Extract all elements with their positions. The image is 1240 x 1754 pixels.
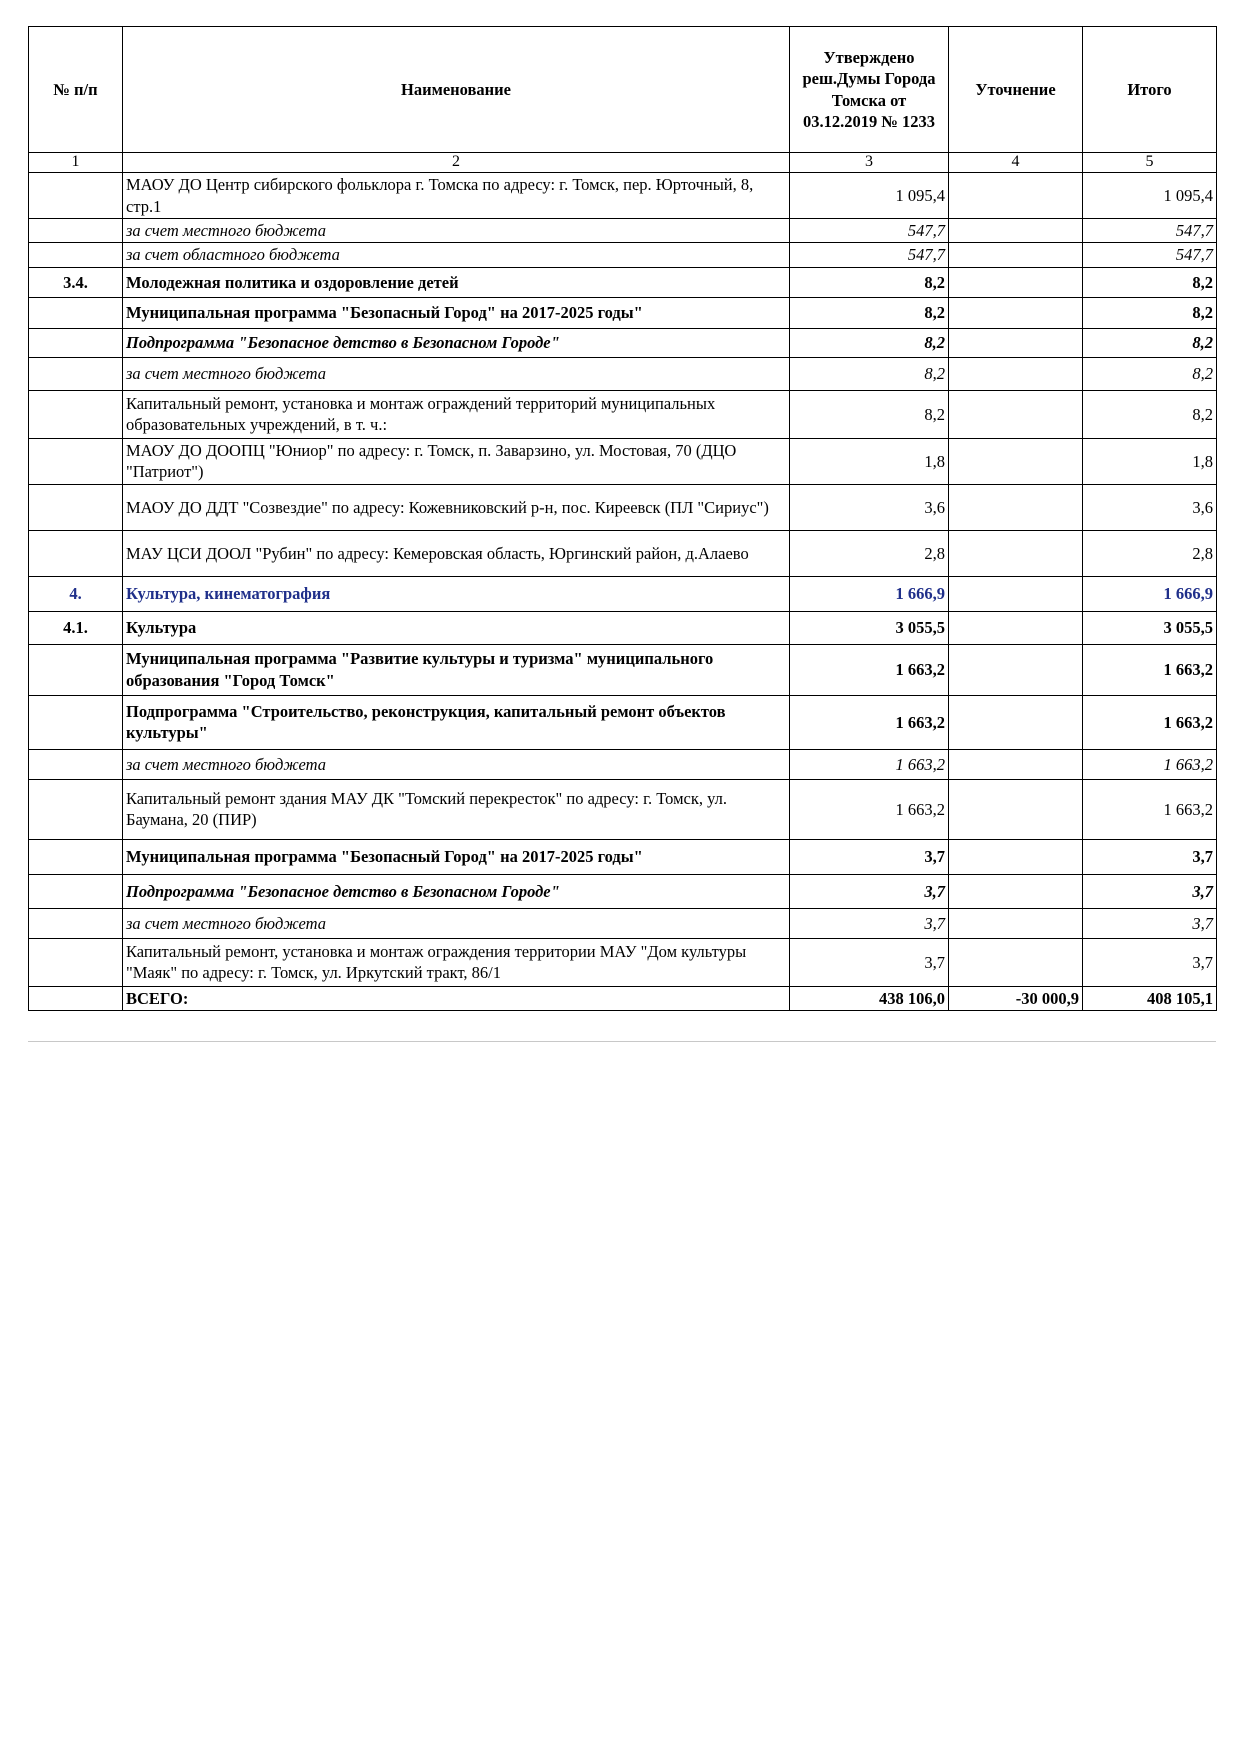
row-num	[29, 938, 123, 986]
row-approved: 8,2	[790, 357, 949, 390]
table-row	[29, 297, 1217, 328]
row-num	[29, 357, 123, 390]
table-row	[29, 243, 1217, 267]
row-change	[949, 328, 1083, 357]
table-row	[29, 908, 1217, 938]
row-num	[29, 695, 123, 749]
row-change	[949, 484, 1083, 530]
row-total: 1 663,2	[1083, 695, 1217, 749]
row-approved: 3,7	[790, 874, 949, 908]
row-num	[29, 438, 123, 484]
column-number: 2	[123, 153, 790, 173]
row-name: МАОУ ДО ДООПЦ "Юниор" по адресу: г. Томск, п. Заварзино, ул. Мостовая, 70 (ДЦО "Патриот")	[123, 438, 790, 484]
row-total: 1 663,2	[1083, 749, 1217, 779]
row-total: 3,7	[1083, 874, 1217, 908]
row-total: 8,2	[1083, 328, 1217, 357]
column-number: 3	[790, 153, 949, 173]
row-num	[29, 779, 123, 839]
table-row	[29, 611, 1217, 644]
total-row	[29, 986, 1217, 1010]
row-approved: 1,8	[790, 438, 949, 484]
row-num: 4.	[29, 576, 123, 611]
table-row	[29, 695, 1217, 749]
row-name: МАУ ЦСИ ДООЛ "Рубин" по адресу: Кемеровская область, Юргинский район, д.Алаево	[123, 530, 790, 576]
row-name: за счет областного бюджета	[123, 243, 790, 267]
row-name: ВСЕГО:	[123, 986, 790, 1010]
row-name: Капитальный ремонт, установка и монтаж ограждений территорий муниципальных образовательных учреждений, в т. ч.:	[123, 390, 790, 438]
table-row	[29, 357, 1217, 390]
header-total: Итого	[1083, 27, 1217, 153]
row-approved: 1 663,2	[790, 695, 949, 749]
row-num	[29, 644, 123, 695]
row-name: Молодежная политика и оздоровление детей	[123, 267, 790, 297]
row-change	[949, 243, 1083, 267]
row-change	[949, 438, 1083, 484]
row-total: 547,7	[1083, 243, 1217, 267]
row-total: 1 095,4	[1083, 173, 1217, 219]
table-row	[29, 219, 1217, 243]
row-total: 1 666,9	[1083, 576, 1217, 611]
row-change	[949, 297, 1083, 328]
table-row	[29, 267, 1217, 297]
row-name: Культура, кинематография	[123, 576, 790, 611]
row-total: 3,7	[1083, 839, 1217, 874]
header-name: Наименование	[123, 27, 790, 153]
row-name: Муниципальная программа "Безопасный Город" на 2017-2025 годы"	[123, 297, 790, 328]
row-name: за счет местного бюджета	[123, 749, 790, 779]
table-row	[29, 644, 1217, 695]
row-num	[29, 390, 123, 438]
row-total: 8,2	[1083, 390, 1217, 438]
row-approved: 1 663,2	[790, 749, 949, 779]
row-approved: 547,7	[790, 219, 949, 243]
header-change: Уточнение	[949, 27, 1083, 153]
row-change	[949, 938, 1083, 986]
row-name: МАОУ ДО ДДТ "Созвездие" по адресу: Кожевниковский р-н, пос. Киреевск (ПЛ "Сириус")	[123, 484, 790, 530]
row-total: 3 055,5	[1083, 611, 1217, 644]
column-number: 1	[29, 153, 123, 173]
row-num: 4.1.	[29, 611, 123, 644]
row-num	[29, 243, 123, 267]
table-row	[29, 484, 1217, 530]
table-row	[29, 779, 1217, 839]
header-row	[29, 27, 1217, 153]
table-row	[29, 576, 1217, 611]
table-row	[29, 530, 1217, 576]
row-num	[29, 986, 123, 1010]
row-name: за счет местного бюджета	[123, 908, 790, 938]
row-total: 547,7	[1083, 219, 1217, 243]
table-row	[29, 328, 1217, 357]
row-num	[29, 328, 123, 357]
row-name: Подпрограмма "Безопасное детство в Безопасном Городе"	[123, 874, 790, 908]
row-name: Подпрограмма "Строительство, реконструкция, капитальный ремонт объектов культуры"	[123, 695, 790, 749]
row-change	[949, 530, 1083, 576]
row-change	[949, 874, 1083, 908]
row-name: МАОУ ДО Центр сибирского фольклора г. Томска по адресу: г. Томск, пер. Юрточный, 8, стр.1	[123, 173, 790, 219]
row-num	[29, 173, 123, 219]
row-approved: 3,7	[790, 908, 949, 938]
row-name: за счет местного бюджета	[123, 219, 790, 243]
row-total: 1,8	[1083, 438, 1217, 484]
row-total: 8,2	[1083, 357, 1217, 390]
row-name: Капитальный ремонт здания МАУ ДК "Томский перекресток" по адресу: г. Томск, ул. Баумана, 20 (ПИР)	[123, 779, 790, 839]
row-change	[949, 779, 1083, 839]
row-approved: 438 106,0	[790, 986, 949, 1010]
row-change	[949, 839, 1083, 874]
row-approved: 3,6	[790, 484, 949, 530]
row-num	[29, 219, 123, 243]
row-name: Капитальный ремонт, установка и монтаж ограждения территории МАУ "Дом культуры "Маяк" по адресу: г. Томск, ул. Иркутский тракт, 86/1	[123, 938, 790, 986]
header-approved: Утверждено реш.Думы Города Томска от 03.12.2019 № 1233	[790, 27, 949, 153]
row-total: 408 105,1	[1083, 986, 1217, 1010]
row-total: 8,2	[1083, 267, 1217, 297]
row-change	[949, 173, 1083, 219]
row-num	[29, 874, 123, 908]
row-change	[949, 576, 1083, 611]
row-num	[29, 839, 123, 874]
row-num	[29, 530, 123, 576]
row-change	[949, 390, 1083, 438]
row-total: 3,7	[1083, 938, 1217, 986]
row-name: Муниципальная программа "Развитие культуры и туризма" муниципального образования "Город Томск"	[123, 644, 790, 695]
row-name: Муниципальная программа "Безопасный Город" на 2017-2025 годы"	[123, 839, 790, 874]
row-approved: 1 666,9	[790, 576, 949, 611]
row-change	[949, 695, 1083, 749]
row-approved: 8,2	[790, 267, 949, 297]
table-row	[29, 173, 1217, 219]
page-divider	[28, 1041, 1216, 1042]
table-row	[29, 874, 1217, 908]
row-change	[949, 219, 1083, 243]
row-total: 8,2	[1083, 297, 1217, 328]
row-change	[949, 357, 1083, 390]
row-total: 1 663,2	[1083, 779, 1217, 839]
row-num	[29, 297, 123, 328]
row-approved: 8,2	[790, 328, 949, 357]
column-number: 4	[949, 153, 1083, 173]
table-row	[29, 839, 1217, 874]
header-num: № п/п	[29, 27, 123, 153]
row-num: 3.4.	[29, 267, 123, 297]
row-total: 2,8	[1083, 530, 1217, 576]
row-change	[949, 644, 1083, 695]
table-row	[29, 749, 1217, 779]
budget-table	[28, 26, 1217, 1011]
row-total: 1 663,2	[1083, 644, 1217, 695]
row-name: Культура	[123, 611, 790, 644]
row-approved: 1 663,2	[790, 644, 949, 695]
row-change	[949, 908, 1083, 938]
row-approved: 2,8	[790, 530, 949, 576]
row-name: Подпрограмма "Безопасное детство в Безопасном Городе"	[123, 328, 790, 357]
table-row	[29, 390, 1217, 438]
row-num	[29, 484, 123, 530]
row-approved: 8,2	[790, 390, 949, 438]
column-numbers-row	[29, 153, 1217, 173]
row-num	[29, 908, 123, 938]
row-change	[949, 267, 1083, 297]
row-approved: 8,2	[790, 297, 949, 328]
row-total: 3,6	[1083, 484, 1217, 530]
row-approved: 3 055,5	[790, 611, 949, 644]
row-total: 3,7	[1083, 908, 1217, 938]
row-change	[949, 749, 1083, 779]
column-number: 5	[1083, 153, 1217, 173]
row-num	[29, 749, 123, 779]
row-approved: 547,7	[790, 243, 949, 267]
row-approved: 3,7	[790, 839, 949, 874]
row-approved: 1 095,4	[790, 173, 949, 219]
table-row	[29, 438, 1217, 484]
row-approved: 3,7	[790, 938, 949, 986]
row-change: -30 000,9	[949, 986, 1083, 1010]
row-change	[949, 611, 1083, 644]
row-approved: 1 663,2	[790, 779, 949, 839]
row-name: за счет местного бюджета	[123, 357, 790, 390]
table-row	[29, 938, 1217, 986]
